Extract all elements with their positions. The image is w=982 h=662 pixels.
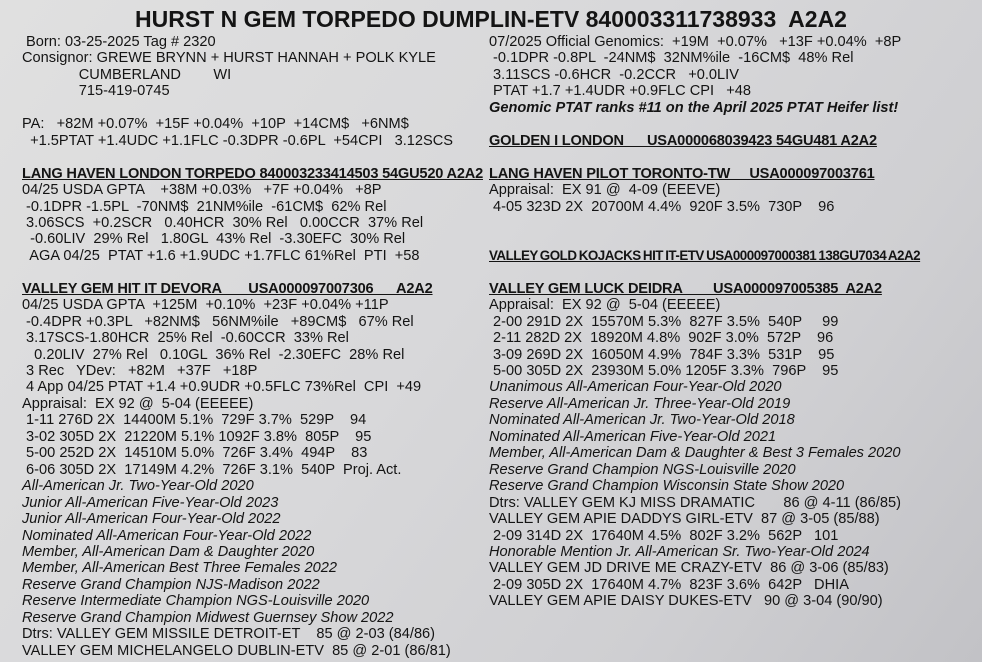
maternal-grandsire-header: LANG HAVEN PILOT TORONTO-TW USA000097003761 [489, 165, 875, 182]
dam-gpta-line: 04/25 USDA GPTA +125M +0.10% +23F +0.04% +11P [22, 297, 389, 314]
granddam-award-line: Unanimous All-American Four-Year-Old 2020 [489, 379, 782, 396]
dam-record-line: 6-06 305D 2X 17149M 4.2% 726F 3.1% 540P Proj. Act. [22, 461, 402, 478]
granddam-daughter-award-line: Honorable Mention Jr. All-American Sr. Two-Year-Old 2024 [489, 543, 870, 560]
dam-award-line: Reserve Grand Champion Midwest Guernsey Show 2022 [22, 609, 394, 626]
granddam-record-line: 2-11 282D 2X 18920M 4.8% 902F 3.0% 572P 96 [489, 330, 834, 347]
dam-award-line: Member, All-American Best Three Females 2022 [22, 560, 337, 577]
granddam-appraisal-line: Appraisal: EX 92 @ 5-04 (EEEEE) [489, 297, 721, 314]
genomics-line-3: 3.11SCS -0.6HCR -0.2CCR +0.0LIV [489, 66, 739, 83]
dam-award-line: Reserve Intermediate Champion NGS-Louisville 2020 [22, 593, 370, 610]
granddam-daughter-line: VALLEY GEM APIE DAISY DUKES-ETV 90 @ 3-04 (90/90) [489, 593, 883, 610]
dam-scs-line: 3.17SCS-1.80HCR 25% Rel -0.60CCR 33% Rel [22, 330, 349, 347]
dam-daughter-line: Dtrs: VALLEY GEM MISSILE DETROIT-ET 85 @ 2-03 (84/86) [22, 626, 436, 643]
dam-liv-line: 0.20LIV 27% Rel 0.10GL 36% Rel -2.30EFC 28% Rel [22, 346, 405, 363]
sire-aga-line: AGA 04/25 PTAT +1.6 +1.9UDC +1.7FLC 61%Rel PTI +58 [22, 247, 420, 264]
dam-award-line: Junior All-American Five-Year-Old 2023 [22, 494, 279, 511]
granddam-daughter-line: VALLEY GEM APIE DADDYS GIRL-ETV 87 @ 3-05 (85/88) [489, 511, 880, 528]
granddam-daughter-record-line: 2-09 305D 2X 17640M 4.7% 823F 3.6% 642P DHIA [489, 576, 849, 593]
consignor-city-line: CUMBERLAND WI [22, 66, 232, 83]
blank-line [489, 116, 979, 132]
grandsire-appraisal-line: Appraisal: EX 91 @ 4-09 (EEEVE) [489, 182, 721, 199]
blank-line [22, 264, 484, 280]
granddam-award-line: Reserve Grand Champion NGS-Louisville 2020 [489, 461, 796, 478]
page-title: HURST N GEM TORPEDO DUMPLIN-ETV 840003311738933 A2A2 [135, 6, 847, 32]
granddam-award-line: Nominated All-American Five-Year-Old 2021 [489, 428, 777, 445]
born-tag-line: Born: 03-25-2025 Tag # 2320 [22, 34, 216, 50]
blank-line [22, 100, 484, 116]
sire-liv-line: -0.60LIV 29% Rel 1.80GL 43% Rel -3.30EFC 30% Rel [22, 231, 406, 248]
right-column [489, 34, 979, 610]
dam-daughter-line: VALLEY GEM MICHELANGELO DUBLIN-ETV 85 @ 2-01 (86/81) [22, 642, 451, 659]
granddam-record-line: 3-09 269D 2X 16050M 4.9% 784F 3.3% 531P 95 [489, 346, 835, 363]
dam-award-line: Reserve Grand Champion NJS-Madison 2022 [22, 576, 320, 593]
granddam-award-line: Nominated All-American Jr. Two-Year-Old 2018 [489, 412, 795, 429]
left-column [22, 34, 484, 659]
granddam-daughter-line: Dtrs: VALLEY GEM KJ MISS DRAMATIC 86 @ 4-11 (86/85) [489, 494, 901, 511]
paternal-grandsire-header: GOLDEN I LONDON USA000068039423 54GU481 A2A2 [489, 132, 877, 149]
granddam-daughter-line: VALLEY GEM JD DRIVE ME CRAZY-ETV 86 @ 3-06 (85/83) [489, 560, 889, 577]
blank-line [22, 149, 484, 165]
blank-line [489, 231, 979, 247]
genomics-line-4: PTAT +1.7 +1.4UDR +0.9FLC CPI +48 [489, 83, 752, 100]
granddam-record-line: 2-00 291D 2X 15570M 5.3% 827F 3.5% 540P 99 [489, 313, 839, 330]
granddam-award-line: Reserve Grand Champion Wisconsin State Show 2020 [489, 478, 845, 495]
dam-dpr-line: -0.4DPR +0.3PL +82NM$ 56NM%ile +89CM$ 67% Rel [22, 313, 414, 330]
dam-award-line: Member, All-American Dam & Daughter 2020 [22, 544, 315, 560]
pa-line-2: +1.5PTAT +1.4UDC +1.1FLC -0.3DPR -0.6PL +54CPI 3.12SCS [22, 132, 453, 149]
dam-ydev-line: 3 Rec YDev: +82M +37F +18P [22, 363, 258, 380]
genomics-line-1: 07/2025 Official Genomics: +19M +0.07% +13F +0.04% +8P [489, 34, 902, 50]
pa-line-1: PA: +82M +0.07% +15F +0.04% +10P +14CM$ +6NM$ [22, 116, 409, 133]
genomics-rank-line: Genomic PTAT ranks #11 on the April 2025 PTAT Heifer list! [489, 99, 899, 116]
granddam-record-line: 5-00 305D 2X 23930M 5.0% 1205F 3.3% 796P 95 [489, 362, 839, 379]
sire-gpta-line: 04/25 USDA GPTA +38M +0.03% +7F +0.04% +8P [22, 182, 382, 199]
dam-record-line: 1-11 276D 2X 14400M 5.1% 729F 3.7% 529P 94 [22, 412, 367, 429]
consignor-phone-line: 715-419-0745 [22, 83, 170, 100]
blank-line [489, 264, 979, 280]
dam-record-line: 5-00 252D 2X 14510M 5.0% 726F 3.4% 494P 83 [22, 445, 368, 462]
dam-award-line: Nominated All-American Four-Year-Old 2022 [22, 527, 312, 544]
blank-line [489, 215, 979, 231]
dam-record-line: 3-02 305D 2X 21220M 5.1% 1092F 3.8% 805P 95 [22, 428, 372, 445]
maternal-sire-header: VALLEY GOLD KOJACKS HIT IT-ETV USA000097000381 138GU7034 A2A2 [489, 247, 921, 263]
genomics-line-2: -0.1DPR -0.8PL -24NM$ 32NM%ile -16CM$ 48% Rel [489, 50, 854, 67]
dam-ptat-line: 4 App 04/25 PTAT +1.4 +0.9UDR +0.5FLC 73%Rel CPI +49 [22, 379, 422, 396]
dam-award-line: All-American Jr. Two-Year-Old 2020 [22, 478, 254, 495]
sire-dpr-line: -0.1DPR -1.5PL -70NM$ 21NM%ile -61CM$ 62% Rel [22, 198, 387, 215]
granddam-daughter-record-line: 2-09 314D 2X 17640M 4.5% 802F 3.2% 562P 101 [489, 527, 839, 544]
granddam-header: VALLEY GEM LUCK DEIDRA USA000097005385 A2A2 [489, 280, 882, 297]
sire-header: LANG HAVEN LONDON TORPEDO 840003233414503 54GU520 A2A2 [22, 165, 483, 182]
sire-scs-line: 3.06SCS +0.2SCR 0.40HCR 30% Rel 0.00CCR 37% Rel [22, 214, 424, 231]
grandsire-record-line: 4-05 323D 2X 20700M 4.4% 920F 3.5% 730P 96 [489, 198, 835, 215]
dam-award-line: Junior All-American Four-Year-Old 2022 [22, 511, 281, 528]
granddam-award-line: Reserve All-American Jr. Three-Year-Old 2019 [489, 395, 791, 412]
granddam-award-line: Member, All-American Dam & Daughter & Best 3 Females 2020 [489, 445, 901, 462]
dam-header: VALLEY GEM HIT IT DEVORA USA000097007306 A2A2 [22, 280, 433, 297]
blank-line [489, 149, 979, 165]
consignor-line: Consignor: GREWE BRYNN + HURST HANNAH + POLK KYLE [22, 50, 436, 67]
dam-appraisal-line: Appraisal: EX 92 @ 5-04 (EEEEE) [22, 395, 254, 412]
